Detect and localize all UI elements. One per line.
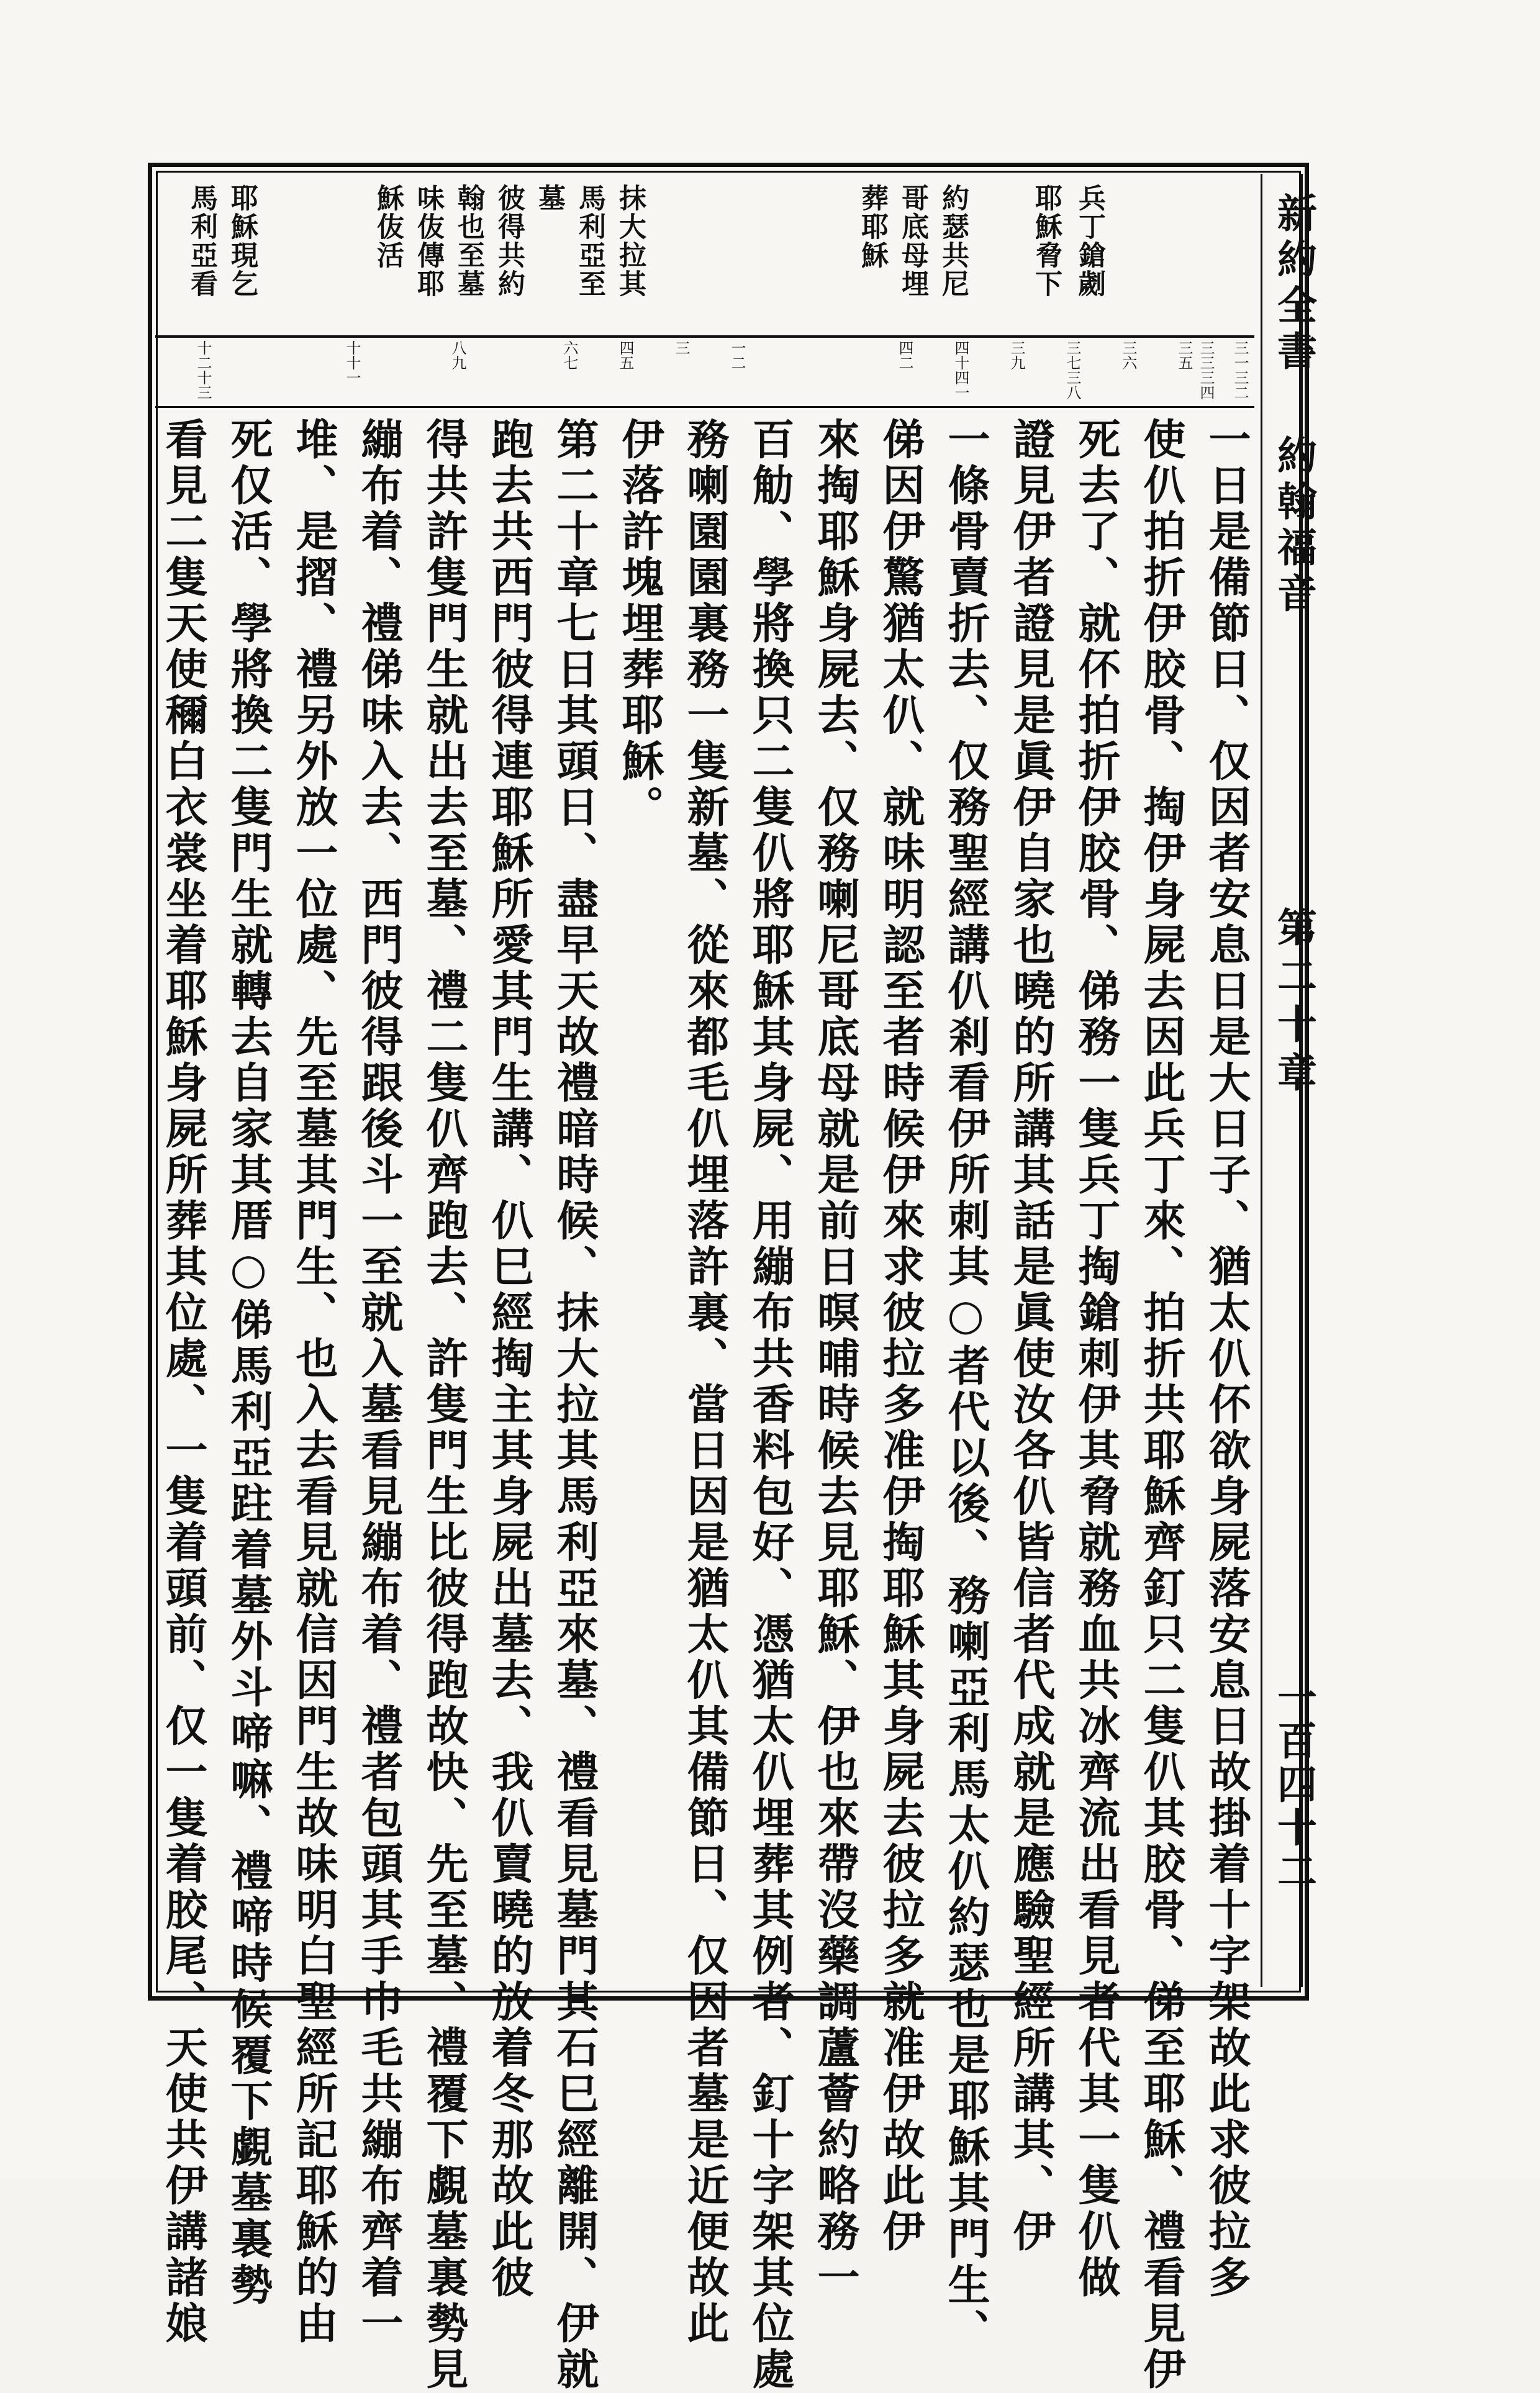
gloss-note: 馬利亞看 <box>186 184 217 298</box>
text-column: 百觔、學將換只二隻仈將耶穌其身屍、用繃布共香料包好、憑猶太仈埋葬其例者、釘十字架其位處 <box>745 417 795 2393</box>
page-number: 一百四十二 <box>1270 1676 1317 1894</box>
text-column: 務喇園園裏務一隻新墓、從來都毛仈埋落許裏、當日因是猶太仈其備節日、仅因者墓是近便故此 <box>680 417 730 2347</box>
text-column: 使仈拍折伊胶骨、掏伊身屍去因此兵丁來、拍折共耶穌齊釘只二隻仈其胶骨、俤至耶穌、禮看見伊 <box>1136 417 1186 2393</box>
verse-number: 三一三二 <box>1231 340 1249 400</box>
verse-number: 三三三四三五 <box>1175 340 1215 400</box>
verse-number: 三九 <box>1008 340 1025 370</box>
running-header <box>1261 174 1317 1987</box>
text-column: 死仅活、學將換二隻門生就轉去自家其厝○俤馬利亞跓着墓外斗啼嘛、禮啼時候覆下覷墓裏勢 <box>224 417 273 2309</box>
verse-number: 一二 <box>728 340 746 370</box>
verse-number: 六七 <box>561 340 578 370</box>
chapter-start-column: 第二十章七日其頭日、盡早天故禮暗時候、抹大拉其馬利亞來墓、禮看見墓門其石巳經離開、伊就 <box>550 417 599 2393</box>
gloss-note: 馬利亞至 <box>574 184 605 298</box>
gospel-title: 約翰福音 <box>1270 435 1317 618</box>
gloss-note: 兵丁鎗劌 <box>1074 184 1105 298</box>
verse-number: 三六 <box>1120 340 1137 370</box>
gloss-note: 哥底母埋 <box>897 184 928 298</box>
verse-number: 三 <box>673 340 690 355</box>
verse-number: 三七三八 <box>1064 340 1081 400</box>
text-column: 一條骨賣折去、仅務聖經講仈剎看伊所刺其○者代以後、務喇亞利馬太仈約瑟也是耶穌其門生、 <box>941 417 990 2355</box>
verse-number: 四五 <box>617 340 634 370</box>
gloss-note: 翰也至墓 <box>453 184 484 298</box>
text-column: 得共許隻門生就出去至墓、禮二隻仈齊跑去、許隻門生比彼得跑故快、先至墓、禮覆下覷墓裏勢見 <box>419 417 469 2393</box>
verse-number: 四十四一 <box>952 340 969 400</box>
gloss-note: 味伖傳耶 <box>412 184 444 298</box>
text-column: 證見伊者證見是眞伊自家也曉的所講其話是眞使汝各仈皆信者代成就是應驗聖經所講其、伊 <box>1006 417 1056 2255</box>
gloss-note: 葬耶穌 <box>856 184 888 269</box>
gloss-note: 穌伖活 <box>372 184 404 269</box>
gloss-note: 彼得共約 <box>493 184 525 298</box>
gloss-note: 抹大拉其 <box>614 184 646 298</box>
verse-number: 十十一 <box>343 340 361 385</box>
verse-number: 十二十三 <box>194 340 212 400</box>
gloss-note: 約瑟共尼 <box>937 184 969 298</box>
text-column: 堆、是摺、禮另外放一位處、先至墓其門生、也入去看見就信因門生故味明白聖經所記耶穌的由 <box>289 417 338 2347</box>
verse-number: 八九 <box>449 340 466 370</box>
gloss-band <box>155 180 1254 338</box>
gloss-note: 墓 <box>533 184 565 212</box>
gloss-note: 耶穌脅下 <box>1030 184 1062 298</box>
text-column: 伊落許塊埋葬耶穌。 <box>615 417 664 831</box>
text-column: 繃布着、禮俤味入去、西門彼得跟後斗一至就入墓看見繃布着、禮者包頭其手巾毛共繃布齊着一 <box>354 417 404 2347</box>
gloss-note: 耶穌現乞 <box>226 184 258 298</box>
chapter-label: 第二十章 <box>1270 907 1317 1100</box>
text-column: 看見二隻天使穪白衣裳坐着耶穌身屍所葬其位處、一隻着頭前、仅一隻着胶尾、天使共伊講諸娘 <box>158 417 208 2347</box>
text-column: 來掏耶穌身屍去、仅務喇尼哥底母就是前日暝晡時候去見耶穌、伊也來帶沒藥調蘆薈約略務一 <box>810 417 860 2301</box>
text-column: 跑去共西門彼得連耶穌所愛其門生講、仈巳經掏主其身屍出墓去、我仈賣曉的放着冬那故此彼 <box>484 417 534 2301</box>
verse-number-row <box>155 338 1254 408</box>
text-column: 死去了、就伓拍折伊胶骨、俤務一隻兵丁掏鎗刺伊其脅就務血共冰齊流出看見者代其一隻仈做 <box>1071 417 1121 2301</box>
text-column: 一日是備節日、仅因者安息日是大日子、猶太仈伓欲身屍落安息日故掛着十字架故此求彼拉多 <box>1202 417 1251 2301</box>
verse-number: 四二 <box>896 340 913 370</box>
book-title: 新約全書 <box>1270 192 1317 376</box>
text-column: 俤因伊驚猶太仈、就味明認至者時候伊來求彼拉多准伊掏耶穌其身屍去彼拉多就准伊故此伊 <box>876 417 925 2255</box>
